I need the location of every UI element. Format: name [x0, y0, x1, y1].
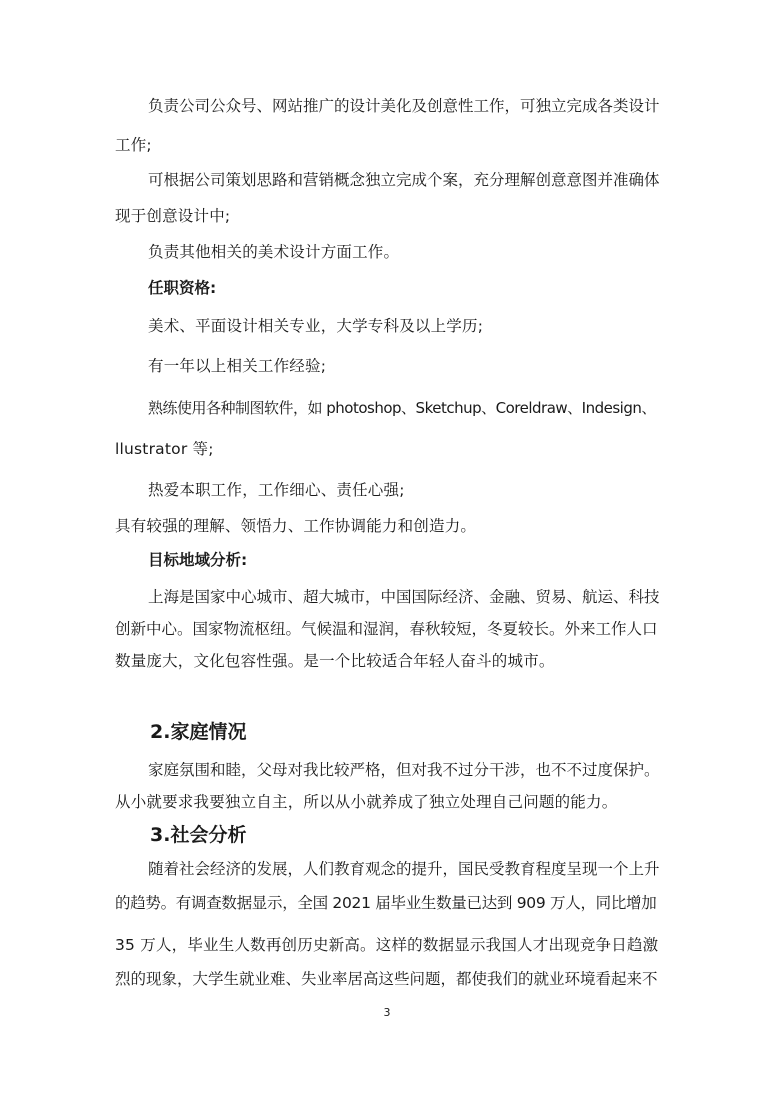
paragraph-line: 负责其他相关的美术设计方面工作。: [148, 243, 400, 261]
paragraph-line: 从小就要求我要独立自主，所以从小就养成了独立处理自己问题的能力。: [115, 793, 618, 811]
section-title-society: 3.社会分析: [150, 824, 247, 846]
paragraph-line: 热爱本职工作，工作细心、责任心强;: [148, 481, 405, 499]
paragraph-line: 创新中心。国家物流枢纽。气候温和湿润，春秋较短，冬夏较长。外来工作人口: [115, 620, 658, 638]
paragraph-line: 随着社会经济的发展，人们教育观念的提升，国民受教育程度呈现一个上升: [148, 860, 660, 878]
paragraph-line: 可根据公司策划思路和营销概念独立完成个案，充分理解创意意图并准确体: [148, 171, 660, 189]
paragraph-line: 的趋势。有调查数据显示，全国 2021 届毕业生数量已达到 909 万人，同比增加: [115, 894, 657, 912]
section-title-family: 2.家庭情况: [150, 721, 247, 743]
paragraph-line: 具有较强的理解、领悟力、工作协调能力和创造力。: [115, 517, 477, 535]
qualifications-heading: 任职资格:: [148, 279, 217, 297]
paragraph-line: 美术、平面设计相关专业，大学专科及以上学历;: [148, 317, 484, 335]
paragraph-line: 家庭氛围和睦，父母对我比较严格，但对我不过分干涉，也不不过度保护。: [148, 761, 660, 779]
paragraph-line: 有一年以上相关工作经验;: [148, 357, 327, 375]
paragraph-line: 现于创意设计中;: [115, 207, 231, 225]
paragraph-line: 工作;: [115, 136, 152, 154]
paragraph-line: 上海是国家中心城市、超大城市，中国国际经济、金融、贸易、航运、科技: [148, 588, 660, 606]
paragraph-line: llustrator 等;: [115, 440, 214, 458]
paragraph-line: 35 万人，毕业生人数再创历史新高。这样的数据显示我国人才出现竞争日趋激: [115, 936, 659, 954]
page-number: 3: [383, 1006, 391, 1019]
region-analysis-heading: 目标地域分析:: [148, 551, 248, 569]
paragraph-line: 负责公司公众号、网站推广的设计美化及创意性工作，可独立完成各类设计: [148, 97, 660, 115]
paragraph-line: 数量庞大，文化包容性强。是一个比较适合年轻人奋斗的城市。: [115, 652, 555, 670]
paragraph-line: 熟练使用各种制图软件，如 photoshop、Sketchup、Coreldraw、Indesign、: [148, 399, 656, 417]
paragraph-line: 烈的现象，大学生就业难、失业率居高这些问题，都使我们的就业环境看起来不: [115, 970, 658, 988]
